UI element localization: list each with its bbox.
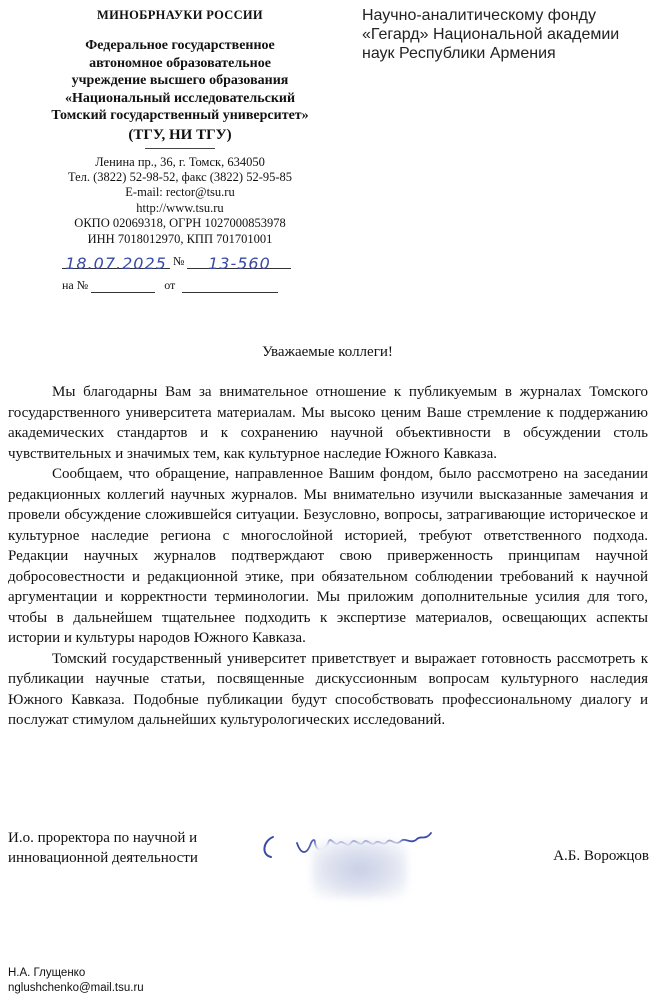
reference-number-field: [91, 278, 155, 293]
outgoing-date: 18.07.2025: [65, 254, 167, 273]
salutation: Уважаемые коллеги!: [262, 344, 393, 360]
letterhead: [20, 6, 340, 247]
paragraph: Томский государственный университет приветствует и выражает готовность рассмотреть к публикации научные статьи, посвященные дискуссионным вопросам культурного наследия Южного Кавказа. Подобные публикации будут способствовать профессиональному диалогу и послужат стимулом дальнейших культурологических исследований.: [8, 650, 648, 728]
contact-okpo: ОКПО 02069318, ОГРН 1027000853978: [74, 216, 286, 231]
redacted-signature: [312, 840, 407, 898]
signer-position-line: инновационной деятельности: [8, 850, 198, 866]
outgoing-number-field: [187, 254, 291, 273]
organization-abbreviation: (ТГУ, НИ ТГУ): [128, 126, 232, 143]
registration-line: [62, 254, 291, 273]
signer-position: [8, 828, 198, 868]
org-line: учреждение высшего образования: [71, 73, 289, 88]
executor-block: [8, 966, 144, 995]
number-sign: №: [173, 254, 185, 268]
outgoing-number: 13-560: [208, 254, 271, 273]
outgoing-date-field: [62, 254, 170, 273]
contact-email: E-mail: rector@tsu.ru: [125, 185, 235, 200]
org-line: Томский государственный университет»: [51, 108, 309, 123]
contact-block: [20, 155, 340, 247]
executor-name: Н.А. Глущенко: [8, 967, 86, 979]
divider: [145, 148, 215, 149]
letter-body: [8, 382, 648, 731]
reference-line: [62, 278, 278, 293]
reference-date-field: [182, 278, 278, 293]
addressee-line: «Гегард» Национальной академии: [362, 26, 620, 43]
reference-date-label: от: [164, 278, 176, 292]
contact-address: Ленина пр., 36, г. Томск, 634050: [95, 154, 265, 169]
signer-position-line: И.о. проректора по научной и: [8, 830, 198, 846]
signer-name: А.Б. Ворожцов: [553, 848, 649, 864]
organization-name: [20, 37, 340, 125]
reference-number-label: на №: [62, 278, 89, 292]
ministry-name: МИНОБРНАУКИ РОССИИ: [97, 8, 263, 22]
addressee-block: [362, 6, 647, 63]
paragraph: Сообщаем, что обращение, направленное Вашим фондом, было рассмотрено на заседании редакционных коллегий научных журналов. Мы внимательно изучили высказанные замечания и провели обсуждение сложившейся ситуации. Безусловно, вопросы, затрагивающие историческое и культурное наследие региона с многослойной историей, требуют ответственного подхода. Редакции научных журналов подтверждают свою приверженность принципам научной добросовестности и редакционной этике, при обязательном соблюдении требований к научной аргументации и корректности терминологии. Мы приложим дополнительные усилия для того, чтобы в дальнейшем тщательнее подходить к экспертизе материалов, освещающих аспекты истории и культуры народов Южного Кавказа.: [8, 466, 648, 646]
contact-inn: ИНН 7018012970, КПП 701701001: [87, 231, 273, 246]
org-line: автономное образовательное: [89, 55, 271, 71]
contact-phone: Тел. (3822) 52-98-52, факс (3822) 52-95-85: [67, 169, 293, 184]
org-line: Федеральное государственное: [85, 38, 275, 53]
addressee-line: Научно-аналитическому фонду: [362, 7, 597, 24]
executor-email: nglushchenko@mail.tsu.ru: [8, 981, 144, 994]
paragraph: Мы благодарны Вам за внимательное отношение к публикуемым в журналах Томского государственного университета материалам. Мы высоко ценим Ваше стремление к поддержанию академических стандартов и к сохранению научной объективности в обсуждении столь чувствительных и значимых тем, как культурное наследие Южного Кавказа.: [8, 384, 648, 462]
org-line: «Национальный исследовательский: [64, 90, 296, 106]
addressee-line: наук Республики Армения: [362, 45, 556, 62]
contact-website: http://www.tsu.ru: [136, 200, 224, 215]
